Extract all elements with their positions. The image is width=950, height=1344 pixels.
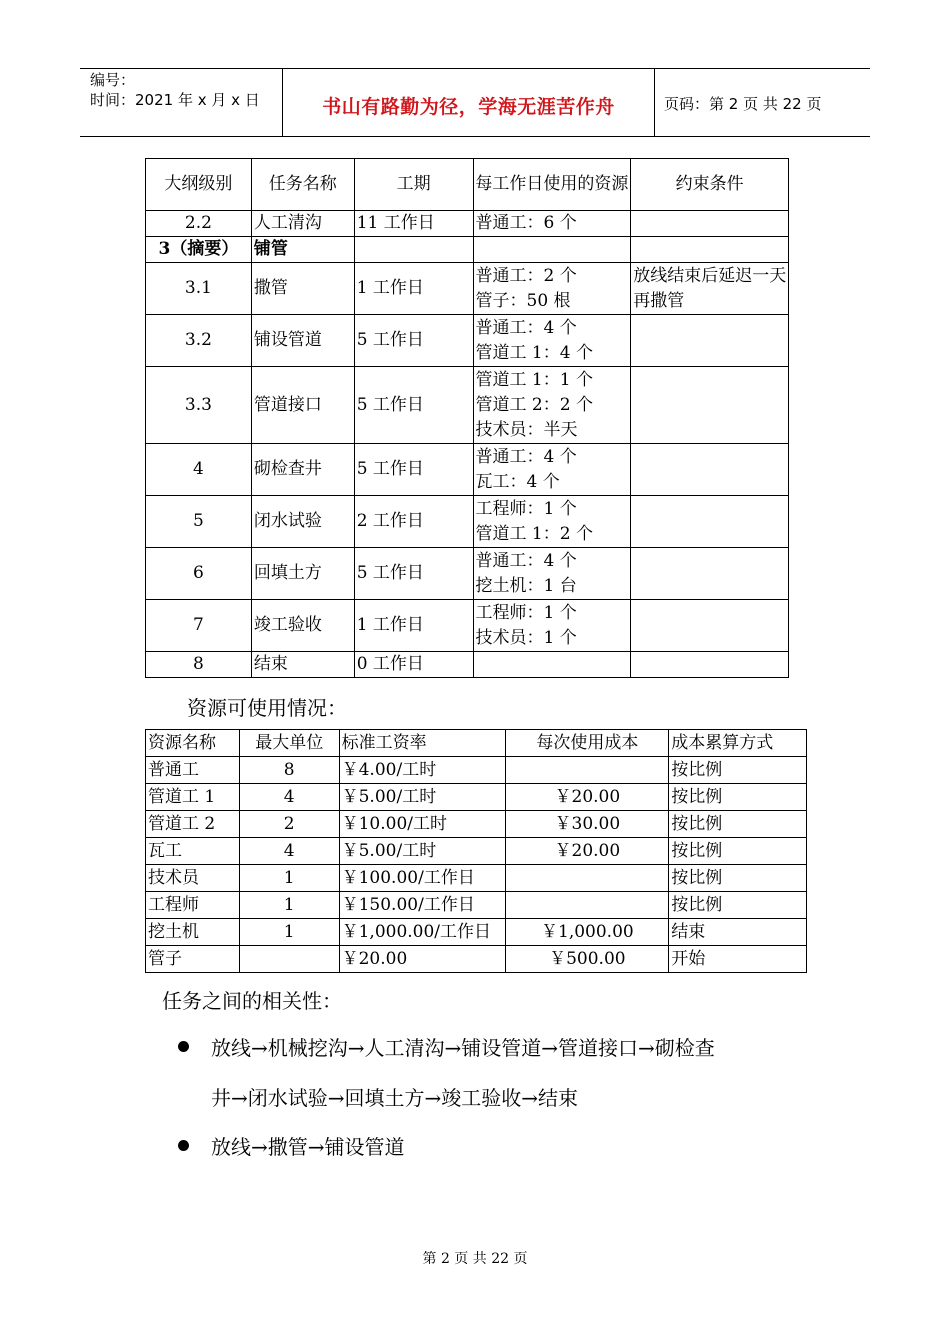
resource-name-cell: 工程师 xyxy=(146,892,240,919)
duration-cell xyxy=(354,237,473,263)
header-bottom-rule xyxy=(80,136,870,137)
duration-cell: 5 工作日 xyxy=(354,548,473,600)
table-row xyxy=(146,784,807,811)
table-row xyxy=(146,367,789,444)
max-units-cell: 1 xyxy=(239,919,339,946)
constraint-cell xyxy=(631,211,789,237)
resource-name-cell: 技术员 xyxy=(146,865,240,892)
task-name-cell: 铺设管道 xyxy=(251,315,354,367)
constraint-cell xyxy=(631,496,789,548)
level-cell: 6 xyxy=(146,548,252,600)
cost-per-use-cell: ￥30.00 xyxy=(506,811,669,838)
level-cell: 3.2 xyxy=(146,315,252,367)
accrual-cell: 按比例 xyxy=(669,892,807,919)
resource-line: 普通工：2 个 xyxy=(475,265,577,286)
page-footer: 第 2 页 共 22 页 xyxy=(422,1251,528,1267)
table-row-summary xyxy=(146,237,789,263)
table-row xyxy=(146,211,789,237)
cost-per-use-cell xyxy=(506,892,669,919)
table-row xyxy=(146,838,807,865)
table-row xyxy=(146,600,789,652)
accrual-cell: 按比例 xyxy=(669,865,807,892)
table-row xyxy=(146,315,789,367)
constraint-cell xyxy=(631,444,789,496)
level-cell: 3（摘要） xyxy=(146,237,252,263)
accrual-cell: 按比例 xyxy=(669,757,807,784)
resource-line: 普通工：6 个 xyxy=(475,213,577,233)
resource-line: 普通工：4 个 xyxy=(475,550,577,571)
duration-cell: 1 工作日 xyxy=(354,263,473,315)
table-row xyxy=(146,263,789,315)
cost-per-use-cell: ￥500.00 xyxy=(506,946,669,973)
header-cell: 最大单位 xyxy=(239,730,339,757)
max-units-cell: 2 xyxy=(239,811,339,838)
duration-cell: 2 工作日 xyxy=(354,496,473,548)
resource-line: 管道工 1：1 个 xyxy=(475,369,593,390)
table-row xyxy=(146,444,789,496)
resource-line: 管道工 1：4 个 xyxy=(475,342,593,363)
header-divider-right xyxy=(654,68,655,136)
table-row xyxy=(146,548,789,600)
resource-line: 工程师：1 个 xyxy=(475,602,577,623)
bullet-icon xyxy=(178,1140,189,1151)
document-date: 时间：2021 年 x 月 x 日 xyxy=(90,91,260,109)
resources-cell xyxy=(473,367,631,444)
header-cell: 成本累算方式 xyxy=(669,730,807,757)
resource-line: 普通工：4 个 xyxy=(475,317,577,338)
resource-table-header xyxy=(146,730,807,757)
rate-cell: ￥5.00/工时 xyxy=(339,784,506,811)
rate-cell: ￥1,000.00/工作日 xyxy=(339,919,506,946)
duration-cell: 11 工作日 xyxy=(354,211,473,237)
level-cell: 4 xyxy=(146,444,252,496)
dependency-heading: 任务之间的相关性： xyxy=(162,989,342,1013)
rate-cell: ￥20.00 xyxy=(339,946,506,973)
constraint-cell xyxy=(631,548,789,600)
task-table-header xyxy=(146,159,789,211)
cost-per-use-cell xyxy=(506,865,669,892)
cost-per-use-cell: ￥1,000.00 xyxy=(506,919,669,946)
level-cell: 8 xyxy=(146,652,252,678)
task-name-cell: 回填土方 xyxy=(251,548,354,600)
constraint-cell xyxy=(631,600,789,652)
accrual-cell: 结束 xyxy=(669,919,807,946)
duration-cell: 5 工作日 xyxy=(354,367,473,444)
task-name-cell: 竣工验收 xyxy=(251,600,354,652)
max-units-cell xyxy=(239,946,339,973)
bullet-icon xyxy=(178,1041,189,1052)
task-name-cell: 撒管 xyxy=(251,263,354,315)
max-units-cell: 1 xyxy=(239,892,339,919)
accrual-cell: 开始 xyxy=(669,946,807,973)
header-motto: 书山有路勤为径，学海无涯苦作舟 xyxy=(322,96,615,118)
duration-cell: 5 工作日 xyxy=(354,444,473,496)
resource-name-cell: 瓦工 xyxy=(146,838,240,865)
accrual-cell: 按比例 xyxy=(669,838,807,865)
serial-number-label: 编号： xyxy=(90,71,136,89)
task-table xyxy=(145,158,789,678)
resource-line: 挖土机：1 台 xyxy=(475,575,577,596)
resources-cell xyxy=(473,315,631,367)
level-cell: 7 xyxy=(146,600,252,652)
page-number-label: 页码：第 2 页 共 22 页 xyxy=(664,95,822,113)
level-cell: 2.2 xyxy=(146,211,252,237)
constraint-cell xyxy=(631,367,789,444)
cost-per-use-cell: ￥20.00 xyxy=(506,838,669,865)
level-cell: 5 xyxy=(146,496,252,548)
header-cell: 工期 xyxy=(354,159,473,211)
header-cell: 资源名称 xyxy=(146,730,240,757)
dependency-item-2: 放线→撒管→铺设管道 xyxy=(211,1135,405,1159)
resource-name-cell: 挖土机 xyxy=(146,919,240,946)
resource-name-cell: 管道工 1 xyxy=(146,784,240,811)
resources-cell xyxy=(473,237,631,263)
constraint-cell xyxy=(631,315,789,367)
rate-cell: ￥4.00/工时 xyxy=(339,757,506,784)
header-cell: 标准工资率 xyxy=(339,730,506,757)
table-row xyxy=(146,919,807,946)
table-row xyxy=(146,811,807,838)
resources-cell xyxy=(473,600,631,652)
resource-line: 工程师：1 个 xyxy=(475,498,577,519)
rate-cell: ￥100.00/工作日 xyxy=(339,865,506,892)
task-name-cell: 铺管 xyxy=(251,237,354,263)
table-row xyxy=(146,946,807,973)
rate-cell: ￥150.00/工作日 xyxy=(339,892,506,919)
resources-cell xyxy=(473,496,631,548)
accrual-cell: 按比例 xyxy=(669,811,807,838)
resource-name-cell: 普通工 xyxy=(146,757,240,784)
task-name-cell: 砌检查井 xyxy=(251,444,354,496)
resources-cell xyxy=(473,263,631,315)
header-cell: 约束条件 xyxy=(631,159,789,211)
resources-cell xyxy=(473,652,631,678)
resource-line: 普通工：4 个 xyxy=(475,446,577,467)
task-name-cell: 人工清沟 xyxy=(251,211,354,237)
constraint-cell: 放线结束后延迟一天再撒管 xyxy=(631,263,789,315)
constraint-cell xyxy=(631,237,789,263)
task-name-cell: 结束 xyxy=(251,652,354,678)
max-units-cell: 4 xyxy=(239,784,339,811)
level-cell: 3.1 xyxy=(146,263,252,315)
cost-per-use-cell: ￥20.00 xyxy=(506,784,669,811)
dependency-item-1-line-1: 放线→机械挖沟→人工清沟→铺设管道→管道接口→砌检查 xyxy=(211,1036,715,1060)
rate-cell: ￥5.00/工时 xyxy=(339,838,506,865)
constraint-cell xyxy=(631,652,789,678)
resource-line: 技术员：半天 xyxy=(475,419,578,440)
resource-table xyxy=(145,729,807,973)
header-top-rule xyxy=(80,68,870,69)
header-cell: 每次使用成本 xyxy=(506,730,669,757)
resource-line: 管子：50 根 xyxy=(475,290,571,311)
task-name-cell: 闭水试验 xyxy=(251,496,354,548)
table-row xyxy=(146,757,807,784)
level-cell: 3.3 xyxy=(146,367,252,444)
resources-cell xyxy=(473,211,631,237)
accrual-cell: 按比例 xyxy=(669,784,807,811)
resource-line: 技术员：1 个 xyxy=(475,627,577,648)
resources-cell xyxy=(473,444,631,496)
table-row xyxy=(146,865,807,892)
max-units-cell: 1 xyxy=(239,865,339,892)
resource-name-cell: 管道工 2 xyxy=(146,811,240,838)
header-cell: 每工作日使用的资源 xyxy=(473,159,631,211)
rate-cell: ￥10.00/工时 xyxy=(339,811,506,838)
resource-line: 瓦工：4 个 xyxy=(475,471,560,492)
table-row xyxy=(146,652,789,678)
resource-line: 管道工 1：2 个 xyxy=(475,523,593,544)
cost-per-use-cell xyxy=(506,757,669,784)
max-units-cell: 8 xyxy=(239,757,339,784)
table-row xyxy=(146,496,789,548)
header-cell: 任务名称 xyxy=(251,159,354,211)
resource-availability-heading: 资源可使用情况： xyxy=(187,696,347,720)
header-cell: 大纲级别 xyxy=(146,159,252,211)
resources-cell xyxy=(473,548,631,600)
duration-cell: 0 工作日 xyxy=(354,652,473,678)
dependency-item-1-line-2: 井→闭水试验→回填土方→竣工验收→结束 xyxy=(211,1086,579,1110)
resource-name-cell: 管子 xyxy=(146,946,240,973)
duration-cell: 1 工作日 xyxy=(354,600,473,652)
resource-line: 管道工 2：2 个 xyxy=(475,394,593,415)
task-name-cell: 管道接口 xyxy=(251,367,354,444)
max-units-cell: 4 xyxy=(239,838,339,865)
table-row xyxy=(146,892,807,919)
duration-cell: 5 工作日 xyxy=(354,315,473,367)
